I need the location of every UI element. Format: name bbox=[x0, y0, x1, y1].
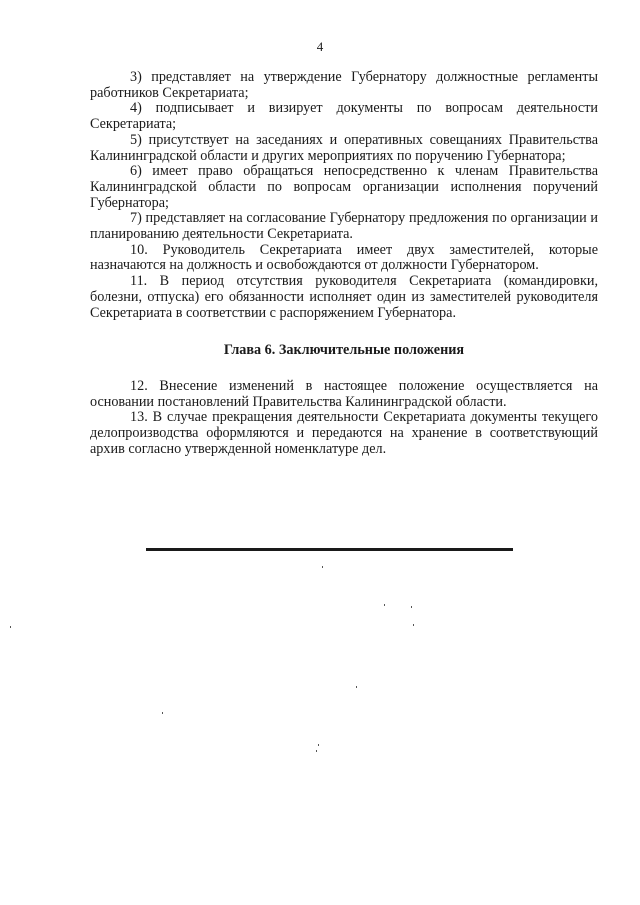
scan-speck bbox=[413, 624, 414, 626]
chapter-heading: Глава 6. Заключительные положения bbox=[223, 342, 465, 359]
scan-speck bbox=[316, 750, 317, 752]
scan-speck bbox=[384, 604, 385, 606]
paragraph-11: 11. В период отсутствия руководителя Секретариата (командировки, болезни, отпуска) его обязанности исполняет один из заместителей руководителя Секретариата в соответствии с распоряжением Губернатора. bbox=[90, 273, 598, 321]
scan-speck bbox=[162, 712, 163, 714]
paragraph-item-4: 4) подписывает и визирует документы по вопросам деятельности Секретариата; bbox=[90, 100, 598, 133]
scan-speck bbox=[411, 606, 412, 608]
paragraph-12: 12. Внесение изменений в настоящее положение осуществляется на основании постановлений Правительства Калининградской области. bbox=[90, 377, 598, 410]
end-divider-line bbox=[146, 548, 513, 551]
paragraph-item-6: 6) имеет право обращаться непосредственно к членам Правительства Калининградской области по вопросам организации исполнения поручений Губернатора; bbox=[90, 163, 598, 211]
paragraph-item-3: 3) представляет на утверждение Губернатору должностные регламенты работников Секретариата; bbox=[90, 69, 598, 101]
paragraph-13: 13. В случае прекращения деятельности Секретариата документы текущего делопроизводства оформляются и передаются на хранение в соответствующий архив согласно утвержденной номенклатуре дел. bbox=[90, 409, 598, 457]
paragraph-item-7: 7) представляет на согласование Губернатору предложения по организации и планированию деятельности Секретариата. bbox=[90, 210, 598, 243]
scan-speck bbox=[356, 686, 357, 688]
page-number: 4 bbox=[316, 39, 324, 54]
paragraph-item-5: 5) присутствует на заседаниях и оперативных совещаниях Правительства Калининградской области и других мероприятиях по поручению Губернатора; bbox=[90, 131, 598, 164]
document-body bbox=[90, 70, 598, 457]
scan-speck bbox=[318, 744, 319, 746]
scan-speck bbox=[322, 566, 323, 568]
paragraph-10: 10. Руководитель Секретариата имеет двух заместителей, которые назначаются на должность и освобождаются от должности Губернатором. bbox=[90, 241, 598, 274]
scan-speck bbox=[10, 626, 11, 628]
